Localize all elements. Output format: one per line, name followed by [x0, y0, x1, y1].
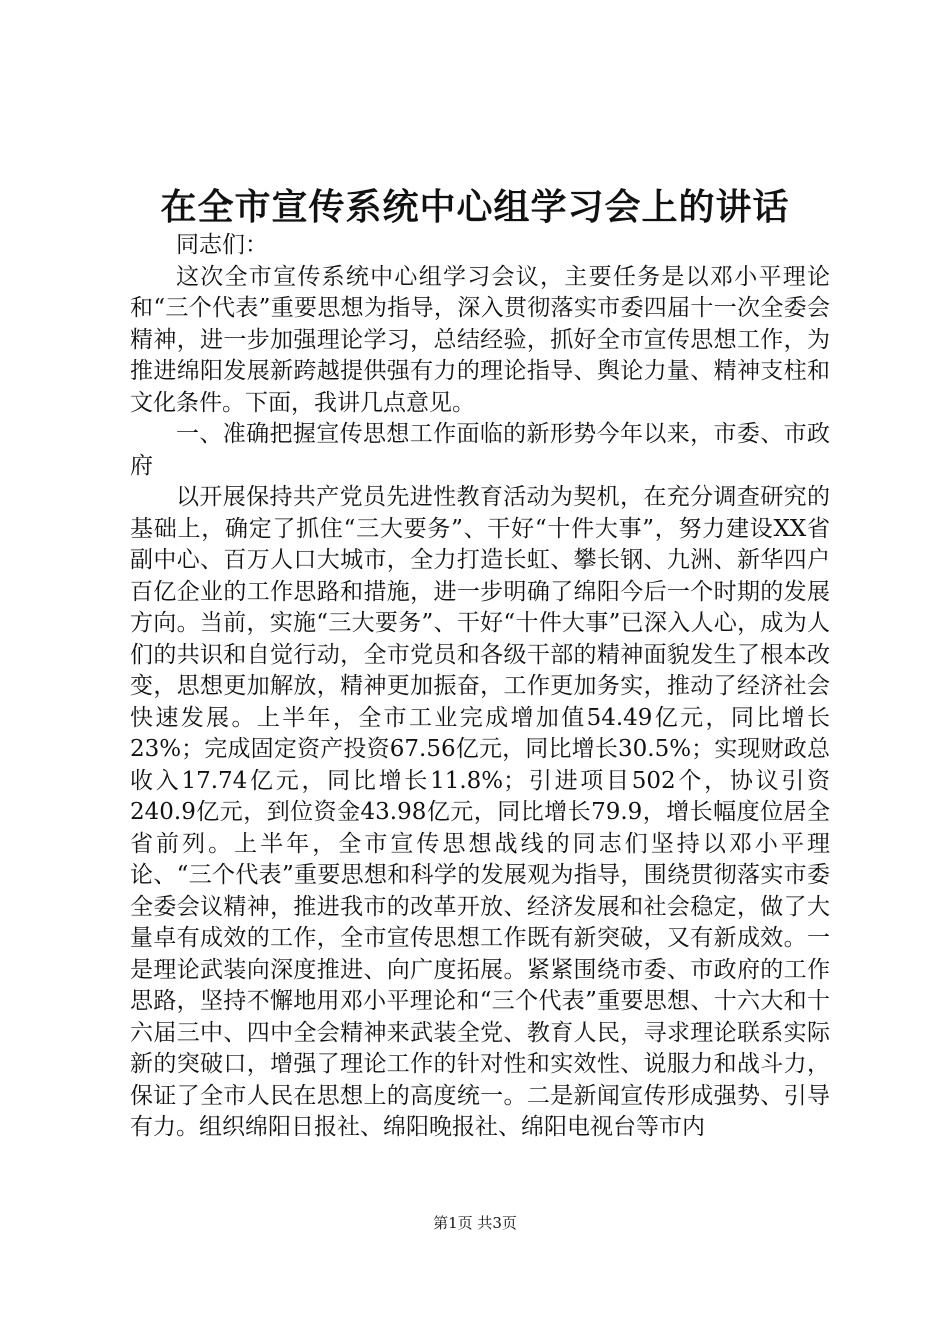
document-body	[130, 230, 830, 1144]
page-footer: 第1页 共3页	[433, 1214, 517, 1232]
paragraph-intro: 这次全市宣传系统中心组学习会议，主要任务是以邓小平理论和“三个代表”重要思想为指导，深入贯彻落实市委四届十一次全委会精神，进一步加强理论学习，总结经验，抓好全市宣传思想工作，为推进绵阳发展新跨越提供强有力的理论指导、舆论力量、精神支柱和文化条件。下面，我讲几点意见。	[130, 263, 830, 416]
document-title: 在全市宣传系统中心组学习会上的讲话	[160, 187, 790, 228]
salutation: 同志们：	[176, 232, 268, 258]
paragraph-main: 以开展保持共产党员先进性教育活动为契机，在充分调查研究的基础上，确定了抓住“三大要务”、干好“十件大事”，努力建设XX省副中心、百万人口大城市，全力打造长虹、攀长钢、九洲、新华四户百亿企业的工作思路和措施，进一步明确了绵阳今后一个时期的发展方向。当前，实施“三大要务”、干好“十件大事”已深入人心，成为人们的共识和自觉行动，全市党员和各级干部的精神面貌发生了根本改变，思想更加解放，精神更加振奋，工作更加务实，推动了经济社会快速发展。上半年，全市工业完成增加值54.49亿元，同比增长23%；完成固定资产投资67.56亿元，同比增长30.5%；实现财政总收入17.74亿元，同比增长11.8%；引进项目502个，协议引资240.9亿元，到位资金43.98亿元，同比增长79.9，增长幅度位居全省前列。上半年，全市宣传思想战线的同志们坚持以邓小平理论、“三个代表”重要思想和科学的发展观为指导，围绕贯彻落实市委全委会议精神，推进我市的改革开放、经济发展和社会稳定，做了大量卓有成效的工作，全市宣传思想工作既有新突破，又有新成效。一是理论武装向深度推进、向广度拓展。紧紧围绕市委、市政府的工作思路，坚持不懈地用邓小平理论和“三个代表”重要思想、十六大和十六届三中、四中全会精神来武装全党、教育人民，寻求理论联系实际新的突破口，增强了理论工作的针对性和实效性、说服力和战斗力，保证了全市人民在思想上的高度统一。二是新闻宣传形成强势、引导有力。组织绵阳日报社、绵阳晚报社、绵阳电视台等市内	[130, 484, 831, 1140]
section-heading-1: 一、准确把握宣传思想工作面临的新形势今年以来，市委、市政府	[130, 421, 830, 479]
